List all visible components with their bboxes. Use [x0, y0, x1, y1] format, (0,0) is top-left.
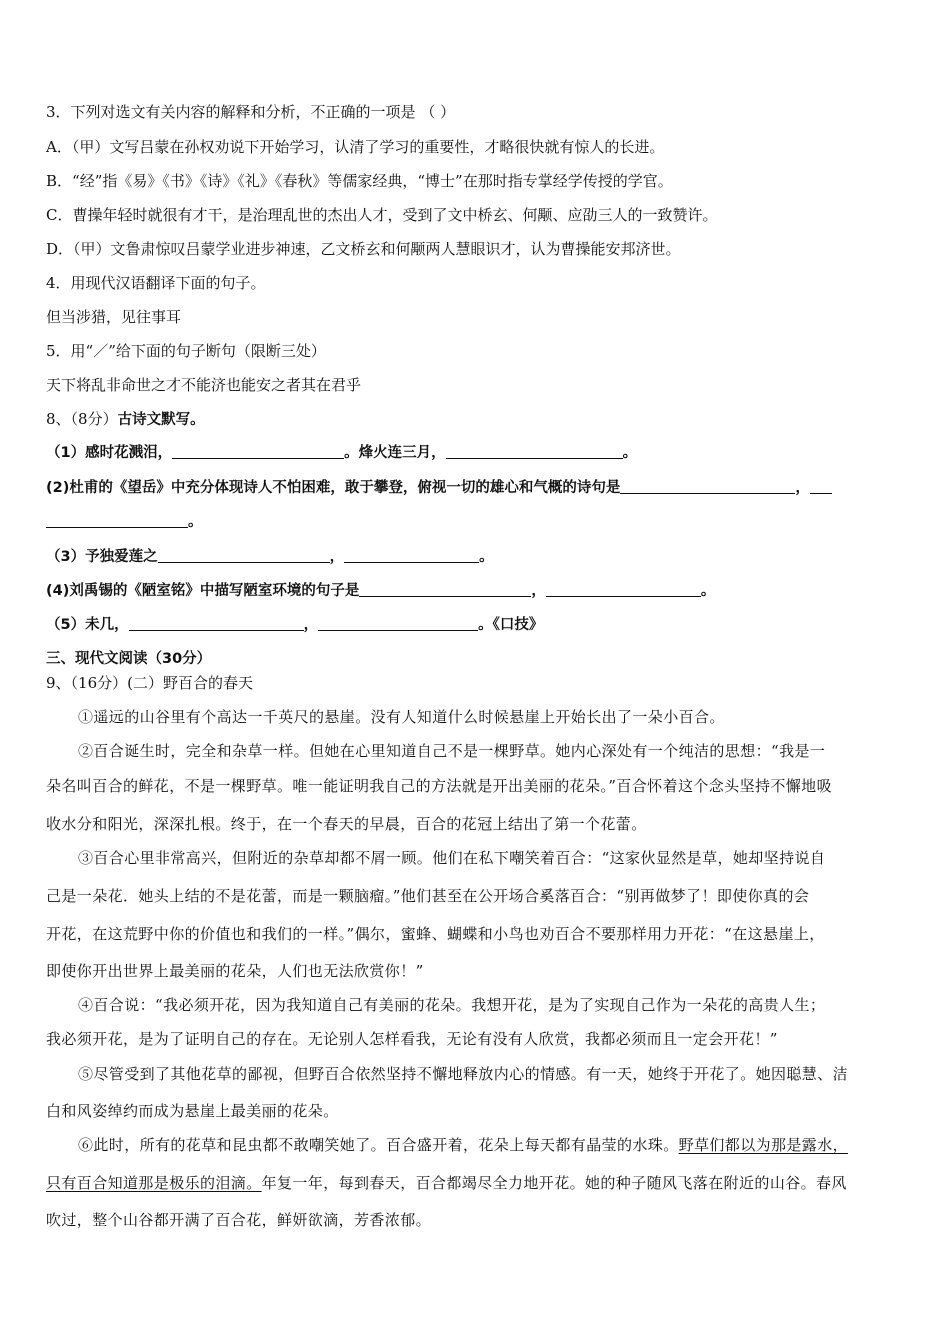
q8-number: 8、（8分） [46, 410, 118, 428]
passage-paragraph-4-line: 我必须开花，是为了证明自己的存在。无论别人怎样看我，无论有没有人欣赏，我都必须而且一定会开花！” [46, 1030, 778, 1048]
answer-blank[interactable] [172, 444, 344, 459]
passage-paragraph-5: ⑤尽管受到了其他花草的鄙视，但野百合依然坚持不懈地释放内心的情感。有一天，她终于开花了。她因聪慧、洁 [78, 1065, 849, 1083]
answer-blank[interactable] [129, 616, 304, 631]
q8-item-3: （3）予独爱莲之 ， 。 [46, 549, 494, 565]
q8-title: 古诗文默写。 [117, 412, 205, 428]
q3-option-a: A．（甲）文写吕蒙在孙权劝说下开始学习，认清了学习的重要性，才略很快就有惊人的长进。 [46, 138, 665, 156]
q5-sentence: 天下将乱非命世之才不能济也能安之者其在君乎 [46, 376, 362, 394]
passage-paragraph-3-line: 即使你开出世界上最美丽的花朵，人们也无法欣赏你！” [46, 962, 424, 980]
passage-paragraph-2-line: 收水分和阳光，深深扎根。终于，在一个春天的早晨，百合的花冠上结出了第一个花蕾。 [46, 815, 647, 833]
q3-option-d: D．（甲）文鲁肃惊叹吕蒙学业进步神速，乙文桥玄和何颙两人慧眼识才，认为曹操能安邦济世。 [46, 240, 681, 258]
passage-paragraph-3: ③百合心里非常高兴，但附近的杂草却都不屑一顾。他们在私下嘲笑着百合：“这家伙显然是草，她却坚持说自 [78, 849, 826, 867]
passage-paragraph-6-line: 吹过，整个山谷都开满了百合花，鲜妍欲滴，芳香浓郁。 [46, 1211, 432, 1229]
q3-option-b: B．“经”指《易》《书》《诗》《礼》《春秋》等儒家经典，“博士”在那时指专掌经学传授的学官。 [46, 172, 673, 190]
answer-blank[interactable] [620, 479, 795, 494]
passage-paragraph-5-line: 白和风姿绰约而成为悬崖上最美丽的花朵。 [46, 1102, 339, 1120]
answer-blank[interactable] [344, 548, 479, 563]
q8-item-4: (4)刘禹锡的《陋室铭》中描写陋室环境的句子是 ， 。 [46, 583, 716, 599]
q5-stem: 5．用“／”给下面的句子断句（限断三处） [46, 342, 326, 360]
answer-blank[interactable] [810, 479, 832, 494]
passage-paragraph-6-line: 只有百合知道那是极乐的泪滴。年复一年，每到春天，百合都竭尽全力地开花。她的种子随风飞落在附近的山谷。春风 [46, 1174, 847, 1192]
q3-stem: 3．下列对选文有关内容的解释和分析，不正确的一项是 （ ） [46, 103, 456, 121]
underlined-sentence: 野草们都以为那是露水， [678, 1136, 849, 1154]
passage-paragraph-3-line: 己是一朵花．她头上结的不是花蕾，而是一颗脑瘤。”他们甚至在公开场合奚落百合：“别再做梦了！即使你真的会 [46, 887, 810, 905]
passage-paragraph-3-line: 开花，在这荒野中你的价值也和我们的一样。”偶尔，蜜蜂、蝴蝶和小鸟也劝百合不要那样用力开花：“在这悬崖上， [46, 925, 825, 943]
passage-paragraph-1: ①遥远的山谷里有个高达一千英尺的悬崖。没有人知道什么时候悬崖上开始长出了一朵小百合。 [78, 708, 725, 726]
section-3-title: 三、现代文阅读（30分） [46, 651, 212, 667]
passage-paragraph-2-line: 朵名叫百合的鲜花，不是一棵野草。唯一能证明我自己的方法就是开出美丽的花朵。”百合怀着这个念头坚持不懈地吸 [46, 777, 832, 795]
passage-paragraph-4: ④百合说：“我必须开花，因为我知道自己有美丽的花朵。我想开花，是为了实现自己作为一朵花的高贵人生； [78, 996, 826, 1014]
q4-sentence: 但当涉猎，见往事耳 [46, 308, 182, 326]
underlined-sentence: 只有百合知道那是极乐的泪滴。 [46, 1174, 262, 1192]
q8-item-2: (2)杜甫的《望岳》中充分体现诗人不怕困难，敢于攀登，俯视一切的雄心和气概的诗句是 ， [46, 478, 832, 498]
q9-heading: 9、（16分）(二）野百合的春天 [46, 674, 253, 692]
q8-item-1: （1）感时花溅泪， 。烽火连三月， 。 [46, 445, 638, 461]
passage-paragraph-6: ⑥此时，所有的花草和昆虫都不敢嘲笑她了。百合盛开着，花朵上每天都有晶莹的水珠。野草们都以为那是露水， [78, 1136, 849, 1154]
answer-blank[interactable] [546, 582, 701, 597]
passage-paragraph-2: ②百合诞生时，完全和杂草一样。但她在心里知道自己不是一棵野草。她内心深处有一个纯洁的思想：“我是一 [78, 742, 826, 760]
q8-item-2-cont: 。 [46, 512, 203, 532]
q3-option-c: C．曹操年轻时就很有才干，是治理乱世的杰出人才，受到了文中桥玄、何颙、应劭三人的一致赞许。 [46, 206, 718, 224]
answer-blank[interactable] [446, 444, 623, 459]
answer-blank[interactable] [318, 616, 478, 631]
answer-blank[interactable] [46, 513, 188, 528]
answer-blank[interactable] [158, 548, 330, 563]
answer-blank[interactable] [359, 582, 531, 597]
q4-stem: 4．用现代汉语翻译下面的句子。 [46, 274, 266, 292]
q8-heading [46, 409, 205, 430]
q8-item-5: （5）未几， ， 。《口技》 [46, 617, 544, 633]
